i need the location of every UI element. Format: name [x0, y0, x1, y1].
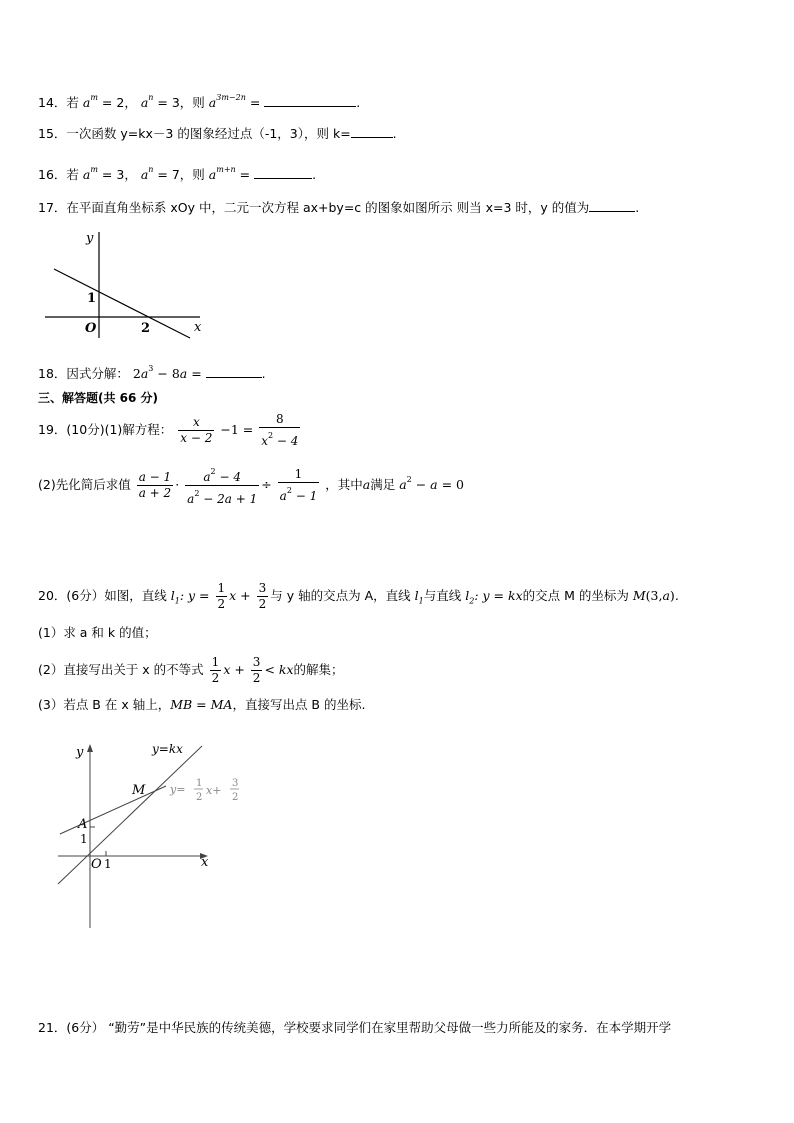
- svg-text:x+: x+: [206, 784, 222, 797]
- line-half-x-label: [169, 778, 239, 803]
- x-tick-label: 1: [104, 857, 112, 871]
- math-a3m2n: $a^{3m-2n}$: [208, 93, 246, 110]
- section-title: 三、解答题(共 66 分): [38, 391, 159, 405]
- figure-20-graph: [56, 738, 252, 934]
- question-20-sub-2: (2）直接写出关于 x 的不等式 $\frac{1}{2}$ x + $\frac{3}{2}$ < kx的解集；: [38, 655, 344, 685]
- fraction-8-over-x2-minus-4: $\frac{8}{x^2 - 4}$: [261, 412, 299, 448]
- question-19-part-1: 19．(10分)(1)解方程： $\frac{x}{x - 2}$ −1 = $\frac{8}{x^2 - 4}$: [38, 412, 299, 448]
- origin-label: O: [91, 857, 102, 872]
- question-20-sub-3: (3）若点 B 在 x 轴上，MB = MA，直接写出点 B 的坐标.: [38, 697, 366, 712]
- x-axis-label: x: [194, 320, 202, 335]
- y-axis-label: y: [76, 745, 84, 760]
- figure-17-graph: [40, 226, 210, 344]
- svg-text:3: 3: [232, 778, 239, 789]
- point-a-label: A: [78, 817, 88, 832]
- answer-blank[interactable]: [589, 199, 635, 212]
- answer-blank[interactable]: [264, 94, 356, 107]
- question-21: 21．(6分） “勤劳”是中华民族的传统美德，学校要求同学们在家里帮助父母做一些力所能及的家务．在本学期开学: [38, 1020, 672, 1035]
- origin-label: O: [85, 321, 97, 336]
- math-am: $a^m$: [82, 165, 98, 182]
- x-axis-label: x: [201, 855, 209, 870]
- svg-text:2: 2: [232, 792, 239, 803]
- math-line-l2: $l_2$: y = kx: [465, 588, 523, 606]
- fraction-half: $\frac{1}{2}$: [217, 581, 226, 611]
- question-20-sub-1: (1）求 a 和 k 的值；: [38, 625, 157, 640]
- math-am: $a^m$: [82, 93, 98, 110]
- y-intercept-label: 1: [87, 291, 97, 306]
- svg-text:1: 1: [196, 778, 203, 789]
- math-factor-expr: $2a^3 - 8a$ =: [132, 364, 202, 381]
- question-16: 16．若 $a^m = 3$， $a^n = 7$，则 $a^{m+n}$ = .: [38, 165, 317, 182]
- y-tick-label: 1: [80, 832, 88, 846]
- fraction-three-halves: $\frac{3}{2}$: [258, 581, 267, 611]
- fraction-1-over-a2-minus-1: $\frac{1}{a^2 - 1}$: [279, 467, 318, 503]
- svg-text:y=: y=: [170, 783, 186, 796]
- question-19-part-2: (2)先化简后求值 $\frac{a - 1}{a + 2}$ · $\frac{a^2 - 4}{a^2 - 2a + 1}$ ÷ $\frac{1}{a^2 - 1}$ ，其中a满足 $a^2 - a = 0$: [38, 462, 464, 507]
- answer-blank[interactable]: [206, 365, 262, 378]
- answer-blank[interactable]: [351, 125, 393, 138]
- line-kx-label: y=kx: [152, 742, 183, 756]
- x-intercept-label: 2: [141, 321, 151, 336]
- y-axis-label: y: [86, 231, 94, 246]
- fraction-x-over-x-minus-2: $\frac{x}{x - 2}$: [180, 415, 213, 445]
- question-15: 15．一次函数 y=kx－3 的图象经过点（-1，3），则 k= .: [38, 126, 397, 141]
- math-mb-ma: MB = MA: [170, 697, 233, 712]
- math-amn: $a^{m+n}$: [208, 165, 236, 182]
- fraction-a2-minus-4-over-a2-2a-1: $\frac{a^2 - 4}{a^2 - 2a + 1}$: [185, 464, 259, 507]
- question-17: 17．在平面直角坐标系 xOy 中，二元一次方程 ax+by=c 的图象如图所示 则当 x=3 时，y 的值为 .: [38, 200, 640, 215]
- math-line-l1: $l_1$: y =: [170, 588, 210, 606]
- question-18: 18．因式分解： $2a^3 - 8a$ = .: [38, 364, 266, 381]
- fraction-a-minus-1-over-a-plus-2: $\frac{a - 1}{a + 2}$: [138, 470, 172, 500]
- svg-text:2: 2: [196, 792, 203, 803]
- point-m-label: M: [132, 783, 146, 798]
- math-condition: $a^2 - a = 0$: [399, 475, 464, 492]
- math-an: $a^n$: [140, 165, 154, 182]
- fraction-three-halves: $\frac{3}{2}$: [252, 655, 261, 685]
- answer-blank[interactable]: [254, 166, 312, 179]
- question-20: 20．(6分）如图，直线 $l_1$: y = $\frac{1}{2}$ x + $\frac{3}{2}$ 与 y 轴的交点为 A，直线 $l_1$与直线 $l_2$: y = kx的交点 M 的坐标为 M(3,a).: [38, 581, 679, 611]
- question-14: 14．若 $a^m = 2$， $a^n = 3$，则 $a^{3m-2n}$ = .: [38, 93, 361, 110]
- math-an: $a^n$: [140, 93, 154, 110]
- fraction-half: $\frac{1}{2}$: [211, 655, 220, 685]
- math-point-m: M(3,a): [632, 588, 675, 603]
